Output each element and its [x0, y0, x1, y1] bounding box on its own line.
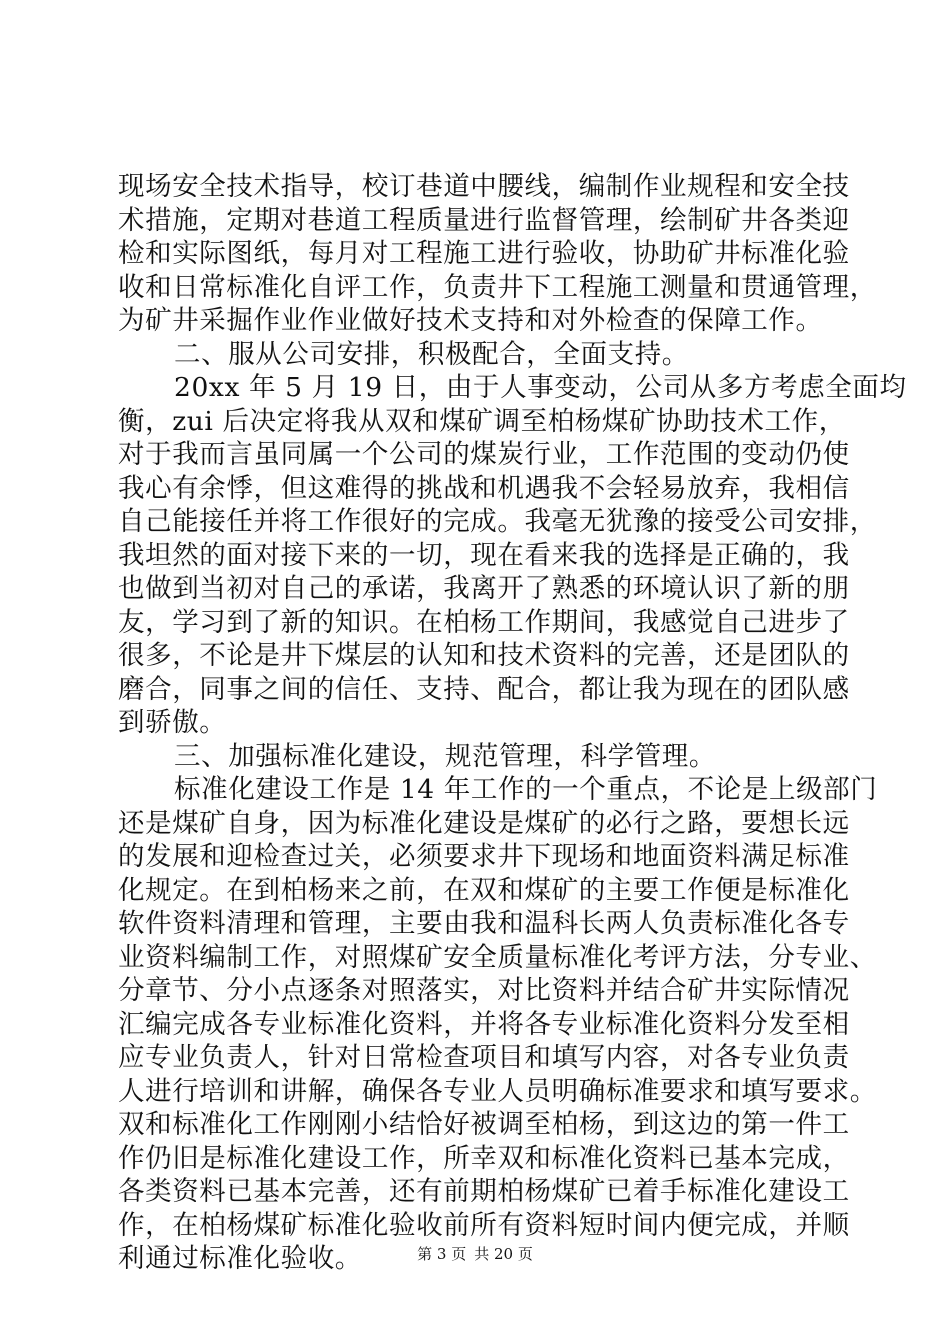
- body-line: 也做到当初对自己的承诺，我离开了熟悉的环境认识了新的朋: [118, 573, 850, 604]
- page-total: 共 20 页: [474, 1245, 533, 1263]
- body-line: 双和标准化工作刚刚小结恰好被调至柏杨，到这边的第一件工: [118, 1109, 850, 1140]
- body-line: 对于我而言虽同属一个公司的煤炭行业，工作范围的变动仍使: [118, 439, 850, 470]
- body-line: 分章节、分小点逐条对照落实，对比资料并结合矿井实际情况: [118, 975, 850, 1006]
- body-line: 作，在柏杨煤矿标准化验收前所有资料短时间内便完成，并顺: [118, 1209, 850, 1241]
- body-line: 化规定。在到柏杨来之前，在双和煤矿的主要工作便是标准化: [118, 874, 850, 906]
- body-line: 很多，不论是井下煤层的认知和技术资料的完善，还是团队的: [118, 640, 850, 671]
- body-line: 检和实际图纸，每月对工程施工进行验收，协助矿井标准化验: [118, 238, 850, 269]
- body-line: 作仍旧是标准化建设工作，所幸双和标准化资料已基本完成，: [118, 1142, 850, 1174]
- body-line: 应专业负责人，针对日常检查项目和填写内容，对各专业负责: [118, 1042, 850, 1073]
- body-line: 为矿井采掘作业作业做好技术支持和对外检查的保障工作。: [118, 305, 823, 336]
- body-line: 各类资料已基本完善，还有前期柏杨煤矿已着手标准化建设工: [118, 1176, 850, 1207]
- body-line: 20xx 年 5 月 19 日，由于人事变动，公司从多方考虑全面均: [174, 372, 907, 403]
- section-heading-3: 三、加强标准化建设，规范管理，科学管理。: [174, 740, 716, 772]
- body-line: 的发展和迎检查过关，必须要求井下现场和地面资料满足标准: [118, 841, 850, 872]
- body-line: 利通过标准化验收。: [118, 1243, 362, 1274]
- document-body: [118, 170, 907, 1276]
- body-line: 到骄傲。: [118, 707, 227, 738]
- body-line: 术措施，定期对巷道工程质量进行监督管理，绘制矿井各类迎: [118, 204, 850, 236]
- page-number: 第 3 页: [417, 1245, 467, 1263]
- body-line: 现场安全技术指导，校订巷道中腰线，编制作业规程和安全技: [118, 171, 850, 202]
- page-footer: [0, 1244, 950, 1264]
- body-line: 自己能接任并将工作很好的完成。我毫无犹豫的接受公司安排，: [118, 506, 877, 537]
- body-line: 友，学习到了新的知识。在柏杨工作期间，我感觉自己进步了: [118, 606, 850, 638]
- body-line: 软件资料清理和管理，主要由我和温科长两人负责标准化各专: [118, 908, 850, 939]
- body-line: 磨合，同事之间的信任、支持、配合，都让我为现在的团队感: [118, 673, 850, 705]
- body-line: 还是煤矿自身，因为标准化建设是煤矿的必行之路，要想长远: [118, 807, 850, 839]
- body-line: 汇编完成各专业标准化资料，并将各专业标准化资料分发至相: [118, 1008, 850, 1040]
- body-line: 衡，zui 后决定将我从双和煤矿调至柏杨煤矿协助技术工作，: [118, 405, 846, 437]
- body-line: 我坦然的面对接下来的一切，现在看来我的选择是正确的，我: [118, 539, 850, 571]
- section-heading-2: 二、服从公司安排，积极配合，全面支持。: [174, 338, 689, 370]
- body-line: 业资料编制工作，对照煤矿安全质量标准化考评方法，分专业、: [118, 941, 877, 973]
- body-line: 标准化建设工作是 14 年工作的一个重点，不论是上级部门: [174, 774, 878, 805]
- body-line: 我心有余悸，但这难得的挑战和机遇我不会轻易放弃，我相信: [118, 472, 850, 504]
- body-line: 收和日常标准化自评工作，负责井下工程施工测量和贯通管理，: [118, 271, 877, 303]
- body-line: 人进行培训和讲解，确保各专业人员明确标准要求和填写要求。: [118, 1075, 877, 1107]
